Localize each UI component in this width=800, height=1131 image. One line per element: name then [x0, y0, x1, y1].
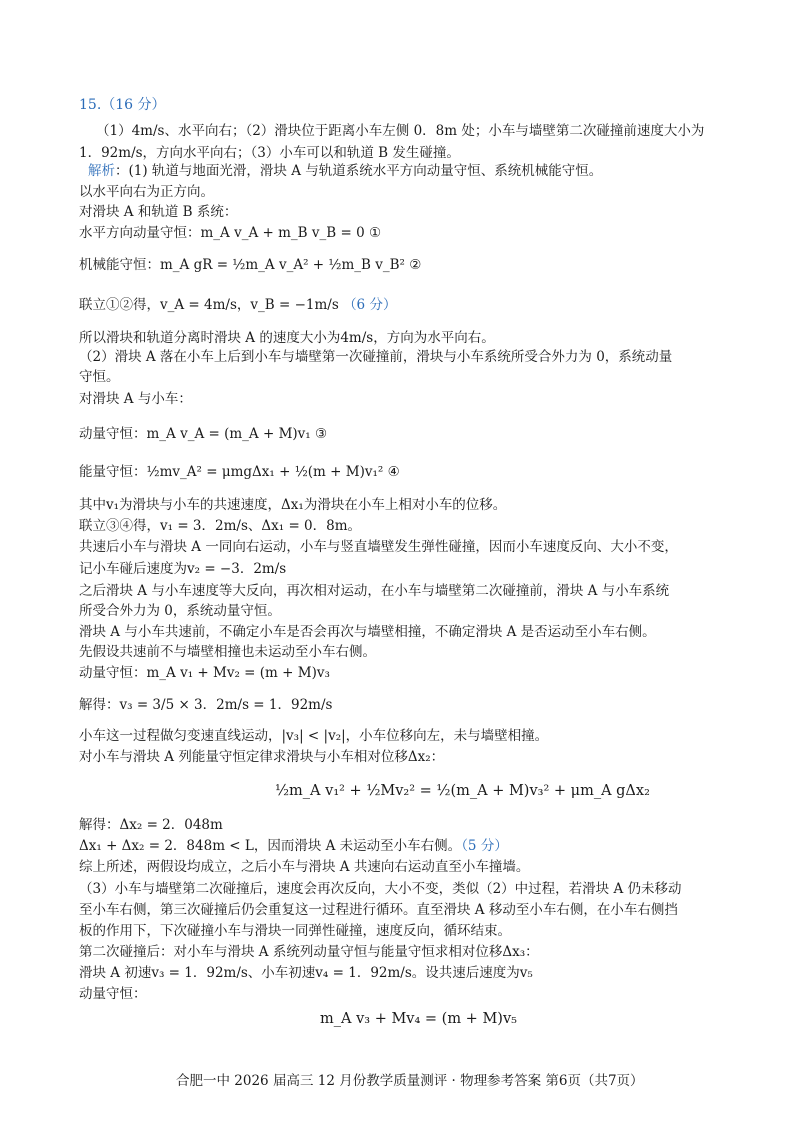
text-line: 之后滑块 A 与小车速度等大反向，再次相对运动，在小车与墙壁第二次碰撞前，滑块 A 与小车系统 [79, 583, 670, 599]
text-line: 以水平向右为正方向。 [79, 184, 214, 200]
score-6: （6 分） [343, 297, 397, 313]
text-line: 滑块 A 与小车共速前，不确定小车是否会再次与墙壁相撞，不确定滑块 A 是否运动至小车右侧。 [79, 624, 656, 640]
answer-summary-line-1: （1）4m/s、水平向右；（2）滑块位于距离小车左侧 0．8m 处；小车与墙壁第二次碰撞前速度大小为 [96, 123, 705, 139]
equation-energy-2: 机械能守恒：m_A gR = ½m_A v_A² + ½m_B v_B² ② [79, 257, 422, 273]
text-line: 第二次碰撞后：对小车与滑块 A 系统列动量守恒与能量守恒求相对位移Δx₃： [79, 944, 539, 960]
text-line: 记小车碰后速度为v₂ = −3．2m/s [79, 561, 287, 577]
equation-momentum: 动量守恒：m_A v₁ + Mv₂ = (m + M)v₃ [79, 665, 330, 681]
text-line: 对滑块 A 与小车： [79, 391, 192, 407]
analysis-label: 解析 [88, 163, 115, 179]
text-line: 其中v₁为滑块与小车的共速速度，Δx₁为滑块在小车上相对小车的位移。 [79, 497, 507, 513]
text-line: 至小车右侧，第三次碰撞后仍会重复这一过程进行循环。直至滑块 A 移动至小车右侧，在小车右侧挡 [79, 902, 678, 918]
equation-momentum-3: 动量守恒：m_A v_A = (m_A + M)v₁ ③ [79, 426, 328, 442]
analysis-line: 解析：(1) 轨道与地面光滑，滑块 A 与轨道系统水平方向动量守恒、系统机械能守恒。 [88, 163, 603, 179]
text-line: 对小车与滑块 A 列能量守恒定律求滑块与小车相对位移Δx₂： [79, 749, 445, 765]
text-line: 共速后小车与滑块 A 一同向右运动，小车与竖直墙壁发生弹性碰撞，因而小车速度反向、大小不变， [79, 539, 678, 555]
page-footer: 合肥一中 2026 届高三 12 月份教学质量测评 · 物理参考答案 第6页（共7页） [176, 1073, 644, 1089]
text-line: 滑块 A 初速v₃ = 1．92m/s、小车初速v₄ = 1．92m/s。设共速后速度为v₅ [79, 965, 533, 981]
text-line: 动量守恒： [79, 986, 147, 1002]
result-line-6pts: 联立①②得，v_A = 4m/s，v_B = −1m/s （6 分） [79, 297, 397, 313]
result-line-5pts: Δx₁ + Δx₂ = 2．848m < L，因而滑块 A 未运动至小车右侧。（5 分） [79, 838, 508, 854]
answer-summary-line-2: 1．92m/s，方向水平向右；（3）小车可以和轨道 B 发生碰撞。 [79, 145, 460, 161]
text-line: 联立③④得，v₁ = 3．2m/s、Δx₁ = 0．8m。 [79, 518, 362, 534]
text-line: （3）小车与墙壁第二次碰撞后，速度会再次反向，大小不变，类似（2）中过程，若滑块 A 仍未移动 [79, 881, 682, 897]
equation-energy-centered: ½m_A v₁² + ½Mv₂² = ½(m_A + M)v₃² + μm_A gΔx₂ [275, 783, 650, 799]
text-line: 守恒。 [79, 369, 120, 385]
solution-dx2: 解得：Δx₂ = 2．048m [79, 817, 223, 833]
text-line: 先假设共速前不与墙壁相撞也未运动至小车右侧。 [79, 644, 376, 660]
text-line: 小车这一过程做匀变速直线运动，|v₃| < |v₂|，小车位移向左，未与墙壁相撞。 [79, 728, 549, 744]
text-line: 所以滑块和轨道分离时滑块 A 的速度大小为4m/s，方向为水平向右。 [79, 330, 495, 346]
solution-v3: 解得：v₃ = 3/5 × 3．2m/s = 1．92m/s [79, 697, 333, 713]
text-line: 综上所述，两假设均成立，之后小车与滑块 A 共速向右运动直至小车撞墙。 [79, 859, 530, 875]
equation-energy-4: 能量守恒：½mv_A² = μmgΔx₁ + ½(m + M)v₁² ④ [79, 464, 400, 480]
text-line: 板的作用下，下次碰撞小车与滑块一同弹性碰撞，速度反向，循环结束。 [79, 923, 511, 939]
question-number: 15.（16 分） [79, 97, 166, 113]
text-line: （2）滑块 A 落在小车上后到小车与墙壁第一次碰撞前，滑块与小车系统所受合外力为 0，系统动量 [79, 349, 673, 365]
text-line: 对滑块 A 和轨道 B 系统： [79, 204, 238, 220]
equation-momentum-centered: m_A v₃ + Mv₄ = (m + M)v₅ [320, 1011, 517, 1027]
equation-momentum-1: 水平方向动量守恒：m_A v_A + m_B v_B = 0 ① [79, 225, 382, 241]
text-line: 所受合外力为 0，系统动量守恒。 [79, 603, 281, 619]
score-5: （5 分） [461, 838, 508, 854]
